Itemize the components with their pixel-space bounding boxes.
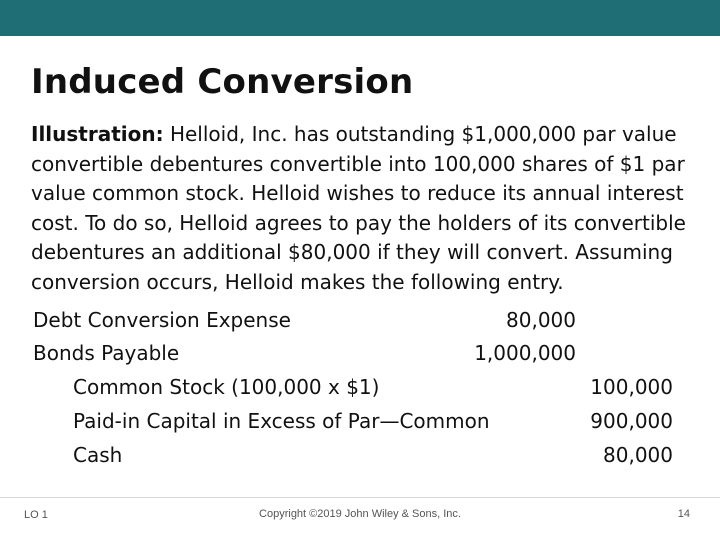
page-number: 14 (677, 508, 690, 520)
credit-amount: 80,000 (603, 443, 673, 467)
journal-row (33, 341, 693, 375)
journal-entry (33, 308, 693, 478)
illustration-paragraph (31, 120, 691, 297)
credit-amount: 900,000 (590, 409, 673, 433)
journal-row (33, 308, 693, 342)
journal-row (33, 375, 693, 409)
learning-objective-label: LO 1 (24, 509, 48, 521)
journal-row (33, 409, 693, 443)
footer-divider (0, 497, 720, 498)
credit-amount: 100,000 (590, 375, 673, 399)
illustration-label: Illustration: (31, 122, 164, 146)
account-name: Cash (73, 443, 123, 467)
header-bar (0, 0, 720, 36)
illustration-text: Helloid, Inc. has outstanding $1,000,000 par value convertible debentures convertible into 100,000 shares of $1 par value common stock. Helloid wishes to reduce its annual interest cost. To do so, Helloid agrees to pay the holders of its convertible debentures an additional $80,000 if they will convert. Assuming conversion occurs, Helloid makes the following entry. (31, 122, 686, 294)
copyright-notice: Copyright ©2019 John Wiley & Sons, Inc. (259, 508, 461, 520)
journal-row (33, 443, 693, 477)
account-name: Common Stock (100,000 x $1) (73, 375, 380, 399)
account-name: Paid-in Capital in Excess of Par—Common (73, 409, 490, 433)
debit-amount: 80,000 (506, 308, 576, 332)
slide-title: Induced Conversion (31, 62, 414, 102)
debit-amount: 1,000,000 (474, 341, 576, 365)
account-name: Debt Conversion Expense (33, 308, 291, 332)
account-name: Bonds Payable (33, 341, 180, 365)
